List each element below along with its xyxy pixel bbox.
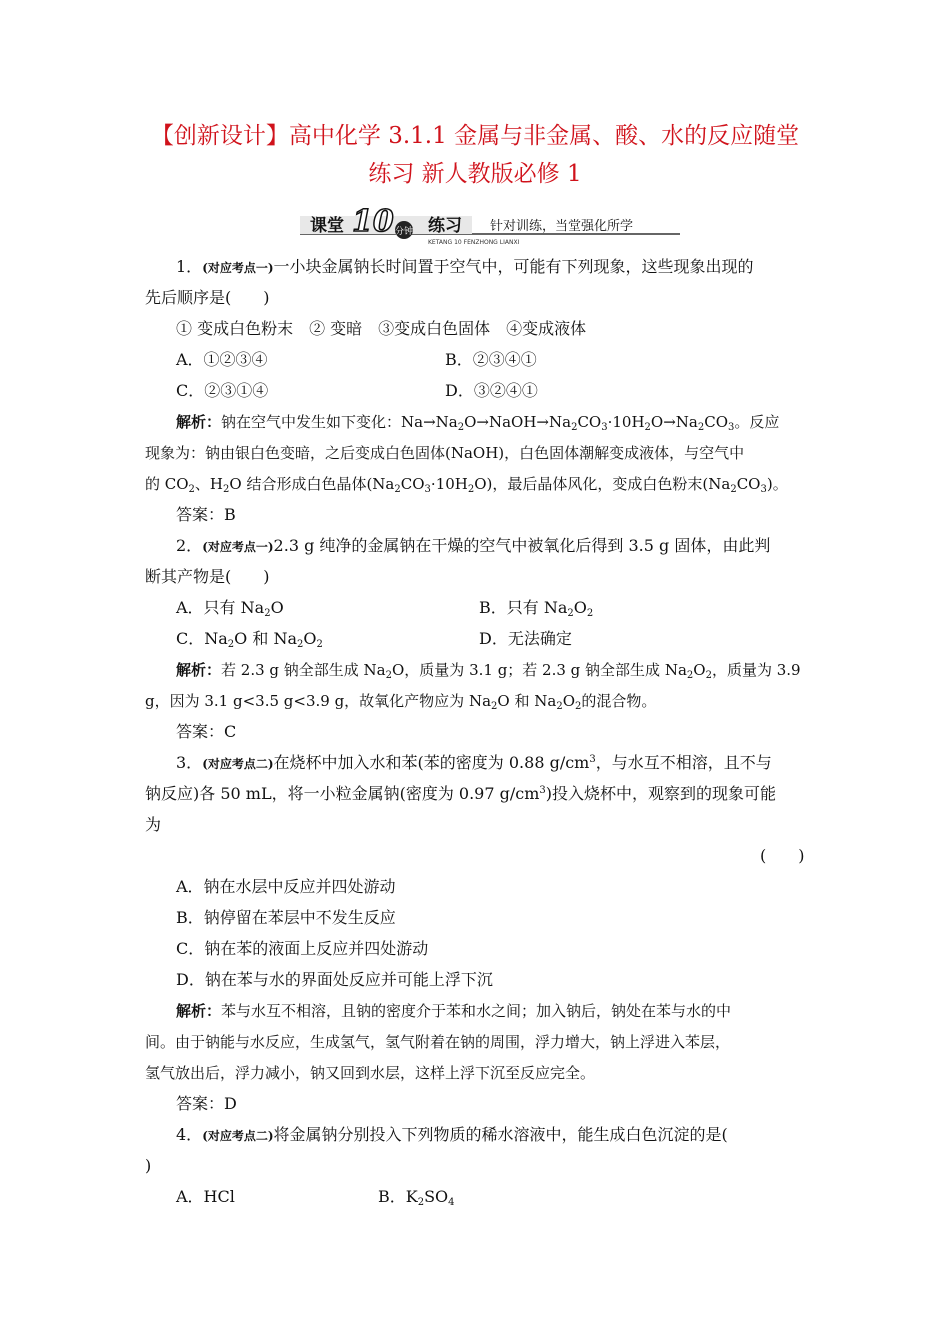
- q2-tag: (对应考点一): [202, 540, 274, 554]
- q1-explanation-line-2: 现象为：钠由银白色变暗，之后变成白色固体(NaOH)，白色固体潮解变成液体，与空气中: [145, 444, 745, 462]
- q3-stem-line-2: 钠反应)各 50 mL，将一小粒金属钠(密度为 0.97 $g/cm^3$)投入烧杯中，观察到的现象可能: [145, 784, 777, 803]
- document-title-line-1: 【创新设计】高中化学 3.1.1 金属与非金属、酸、水的反应随堂: [150, 123, 800, 149]
- q2-option-d: D．无法确定: [479, 629, 572, 648]
- q4-stem-line-1: 4．(对应考点二)将金属钠分别投入下列物质的稀水溶液中，能生成白色沉淀的是(: [176, 1125, 728, 1144]
- q4-tag: (对应考点二): [202, 1129, 274, 1143]
- section-banner: [300, 200, 680, 248]
- q3-answer: 答案：D: [176, 1094, 237, 1113]
- q4-option-a: A．HCl: [176, 1187, 235, 1206]
- q4-stem-line-2: ): [145, 1156, 152, 1175]
- banner-left-text: 课堂: [310, 216, 344, 236]
- q1-option-b: B．②③④①: [445, 350, 537, 369]
- q3-explanation-line-1: 解析：苯与水互不相溶，且钠的密度介于苯和水之间；加入钠后，钠处在苯与水的中: [176, 1002, 732, 1020]
- q4-option-b: B．$K_2SO_4$: [378, 1187, 455, 1208]
- q1-stem-line-2: 先后顺序是( ): [145, 288, 270, 307]
- q2-option-a: A．只有 $Na_2O$: [176, 598, 284, 619]
- q2-option-b: B．只有 $Na_2O_2$: [479, 598, 594, 619]
- q1-explanation-line-1: 解析：钠在空气中发生如下变化：$Na\to Na_2O\to NaOH\to Na_2CO_3\cdot 10H_2O\to Na_2CO_3$。反应: [176, 413, 780, 433]
- q3-answer-paren: ( ): [760, 846, 805, 865]
- q3-explanation-line-3: 氢气放出后，浮力减小，钠又回到水层，这样上浮下沉至反应完全。: [145, 1064, 596, 1082]
- q1-answer: 答案：B: [176, 505, 236, 524]
- q3-tag: (对应考点二): [202, 757, 274, 771]
- banner-slogan: 针对训练，当堂强化所学: [490, 219, 634, 234]
- q2-stem-line-2: 断其产物是( ): [145, 567, 270, 586]
- q2-explanation-line-2: g，因为 3.1 g<3.5 g<3.9 g，故氧化产物应为 $Na_2O$ 和 $Na_2O_2$的混合物。: [145, 692, 657, 712]
- q2-answer: 答案：C: [176, 722, 237, 741]
- q2-options-row-1: [176, 597, 805, 619]
- q1-explanation-line-3: 的 $CO_2$、$H_2O$ 结合形成白色晶体$(Na_2CO_3\cdot 10H_2O)$，最后晶体风化，变成白色粉末$(Na_2CO_3)$。: [145, 475, 788, 495]
- q1-option-d: D．③②④①: [445, 381, 538, 400]
- q3-stem-line-3: 为: [145, 815, 162, 834]
- q3-explanation-line-2: 间。由于钠能与水反应，生成氢气，氢气附着在钠的周围，浮力增大，钠上浮进入苯层，: [145, 1033, 731, 1051]
- q1-option-c: C．②③①④: [176, 381, 269, 400]
- q1-stem-line-1: 1．(对应考点一)一小块金属钠长时间置于空气中，可能有下列现象，这些现象出现的: [176, 257, 754, 276]
- banner-pinyin: KETANG 10 FENZHONG LIANXI: [428, 239, 520, 246]
- q3-option-a: A．钠在水层中反应并四处游动: [176, 877, 396, 896]
- q3-option-d: D．钠在苯与水的界面处反应并可能上浮下沉: [176, 970, 493, 989]
- banner-unit-text: 分钟: [395, 227, 414, 237]
- banner-right-text: 练习: [428, 216, 462, 236]
- q2-options-row-2: [176, 628, 805, 650]
- q1-items: ① 变成白色粉末 ② 变暗 ③变成白色固体 ④变成液体: [176, 319, 587, 338]
- q2-option-c: C．$Na_2O$ 和 $Na_2O_2$: [176, 629, 323, 650]
- q2-explanation-line-1: 解析：若 2.3 g 钠全部生成 $Na_2O$，质量为 3.1 g；若 2.3 g 钠全部生成 $Na_2O_2$，质量为 3.9: [176, 661, 801, 681]
- q1-options-row-2: [176, 380, 805, 402]
- document-title-line-2: 练习 新人教版必修 1: [368, 161, 582, 187]
- q1-option-a: A．①②③④: [176, 350, 268, 369]
- q3-option-c: C．钠在苯的液面上反应并四处游动: [176, 939, 429, 958]
- q2-stem-line-1: 2．(对应考点一)2.3 g 纯净的金属钠在干燥的空气中被氧化后得到 3.5 g 固体，由此判: [176, 536, 771, 555]
- q1-tag: (对应考点一): [202, 261, 274, 275]
- banner-number: 10: [352, 204, 394, 239]
- q1-options-row-1: [176, 349, 805, 371]
- q3-option-b: B．钠停留在苯层中不发生反应: [176, 908, 396, 927]
- q3-stem-line-1: 3．(对应考点二)在烧杯中加入水和苯(苯的密度为 0.88 $g/cm^3$，与水互不相溶，且不与: [176, 753, 772, 772]
- q4-options-row-1: [176, 1186, 805, 1208]
